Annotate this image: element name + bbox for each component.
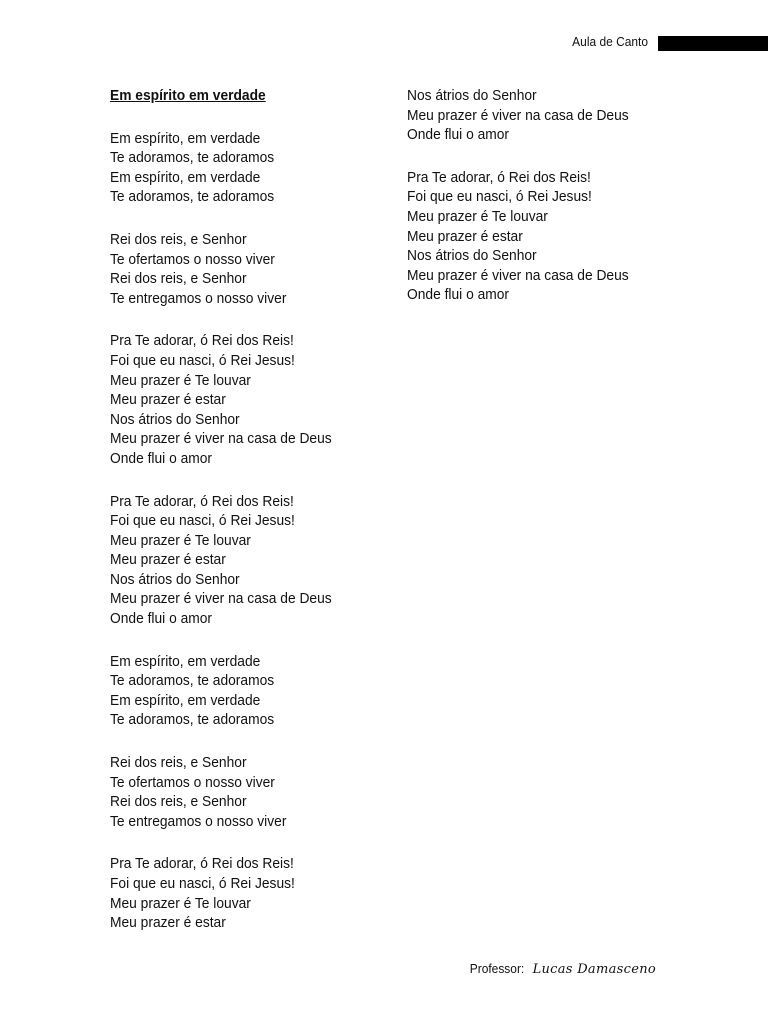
lyric-line: Meu prazer é viver na casa de Deus <box>110 430 332 448</box>
lyric-line: Meu prazer é Te louvar <box>110 371 251 389</box>
lyric-line: Em espírito, em verdade <box>110 652 261 670</box>
lyric-line: Foi que eu nasci, ó Rei Jesus! <box>110 512 295 530</box>
lyric-line: Meu prazer é estar <box>110 551 226 569</box>
lyric-line: Meu prazer é estar <box>110 391 226 409</box>
lyric-line: Em espírito, em verdade <box>110 691 261 709</box>
song-title: Em espírito em verdade <box>110 87 266 104</box>
lyric-line: Em espírito, em verdade <box>110 168 261 186</box>
lyric-line: Rei dos reis, e Senhor <box>110 270 247 288</box>
stanza <box>407 86 707 145</box>
lyric-line: Te ofertamos o nosso viver <box>110 773 275 791</box>
lyric-line: Te entregamos o nosso viver <box>110 812 287 830</box>
lyric-line: Pra Te adorar, ó Rei dos Reis! <box>110 855 294 873</box>
stanza <box>110 492 390 629</box>
lyric-line: Te adoramos, te adoramos <box>110 188 275 206</box>
header-bar <box>658 36 768 51</box>
lyric-line: Meu prazer é Te louvar <box>110 894 251 912</box>
lyrics-column-left <box>110 86 390 956</box>
lyric-line: Meu prazer é viver na casa de Deus <box>407 266 629 284</box>
lyric-line: Foi que eu nasci, ó Rei Jesus! <box>110 875 295 892</box>
lyric-line: Meu prazer é viver na casa de Deus <box>407 106 629 124</box>
lyric-line: Te entregamos o nosso viver <box>110 289 287 307</box>
footer-label: Professor: <box>469 961 525 976</box>
lyric-line: Meu prazer é Te louvar <box>407 207 548 225</box>
professor-signature: Lucas Damasceno <box>532 962 656 977</box>
stanza <box>110 129 390 207</box>
lyric-line: Onde flui o amor <box>110 610 213 628</box>
lyric-line: Pra Te adorar, ó Rei dos Reis! <box>407 168 591 186</box>
header-label: Aula de Canto <box>572 34 648 49</box>
stanza <box>110 652 390 730</box>
lyric-line: Meu prazer é Te louvar <box>110 531 251 549</box>
lyrics-column-right <box>407 86 707 328</box>
lyric-line: Nos átrios do Senhor <box>407 247 537 265</box>
stanza <box>110 331 390 468</box>
stanza <box>407 168 707 305</box>
lyric-line: Pra Te adorar, ó Rei dos Reis! <box>110 332 294 350</box>
lyric-line: Pra Te adorar, ó Rei dos Reis! <box>110 492 294 510</box>
lyric-line: Nos átrios do Senhor <box>110 410 240 428</box>
lyric-line: Em espírito, em verdade <box>110 129 261 147</box>
lyric-line: Foi que eu nasci, ó Rei Jesus! <box>110 351 295 369</box>
lyric-line: Nos átrios do Senhor <box>407 87 537 104</box>
lyric-line: Onde flui o amor <box>110 449 213 467</box>
footer <box>420 960 656 978</box>
lyric-line: Onde flui o amor <box>407 286 510 304</box>
stanza <box>110 753 390 831</box>
lyric-line: Te adoramos, te adoramos <box>110 672 275 690</box>
lyric-line: Nos átrios do Senhor <box>110 570 240 588</box>
stanza <box>110 230 390 308</box>
lyric-line: Foi que eu nasci, ó Rei Jesus! <box>407 188 592 206</box>
right-stanzas <box>407 86 707 305</box>
lyric-line: Meu prazer é estar <box>110 914 226 932</box>
lyric-line: Rei dos reis, e Senhor <box>110 230 247 248</box>
lyric-line: Meu prazer é viver na casa de Deus <box>110 590 332 608</box>
lyric-line: Onde flui o amor <box>407 126 510 144</box>
stanza <box>110 854 390 932</box>
lyric-line: Te ofertamos o nosso viver <box>110 250 275 268</box>
lyric-line: Rei dos reis, e Senhor <box>110 793 247 811</box>
lyric-line: Rei dos reis, e Senhor <box>110 754 247 772</box>
left-stanzas <box>110 129 390 933</box>
lyric-line: Meu prazer é estar <box>407 227 523 245</box>
lyric-line: Te adoramos, te adoramos <box>110 711 275 729</box>
lyric-line: Te adoramos, te adoramos <box>110 149 275 167</box>
